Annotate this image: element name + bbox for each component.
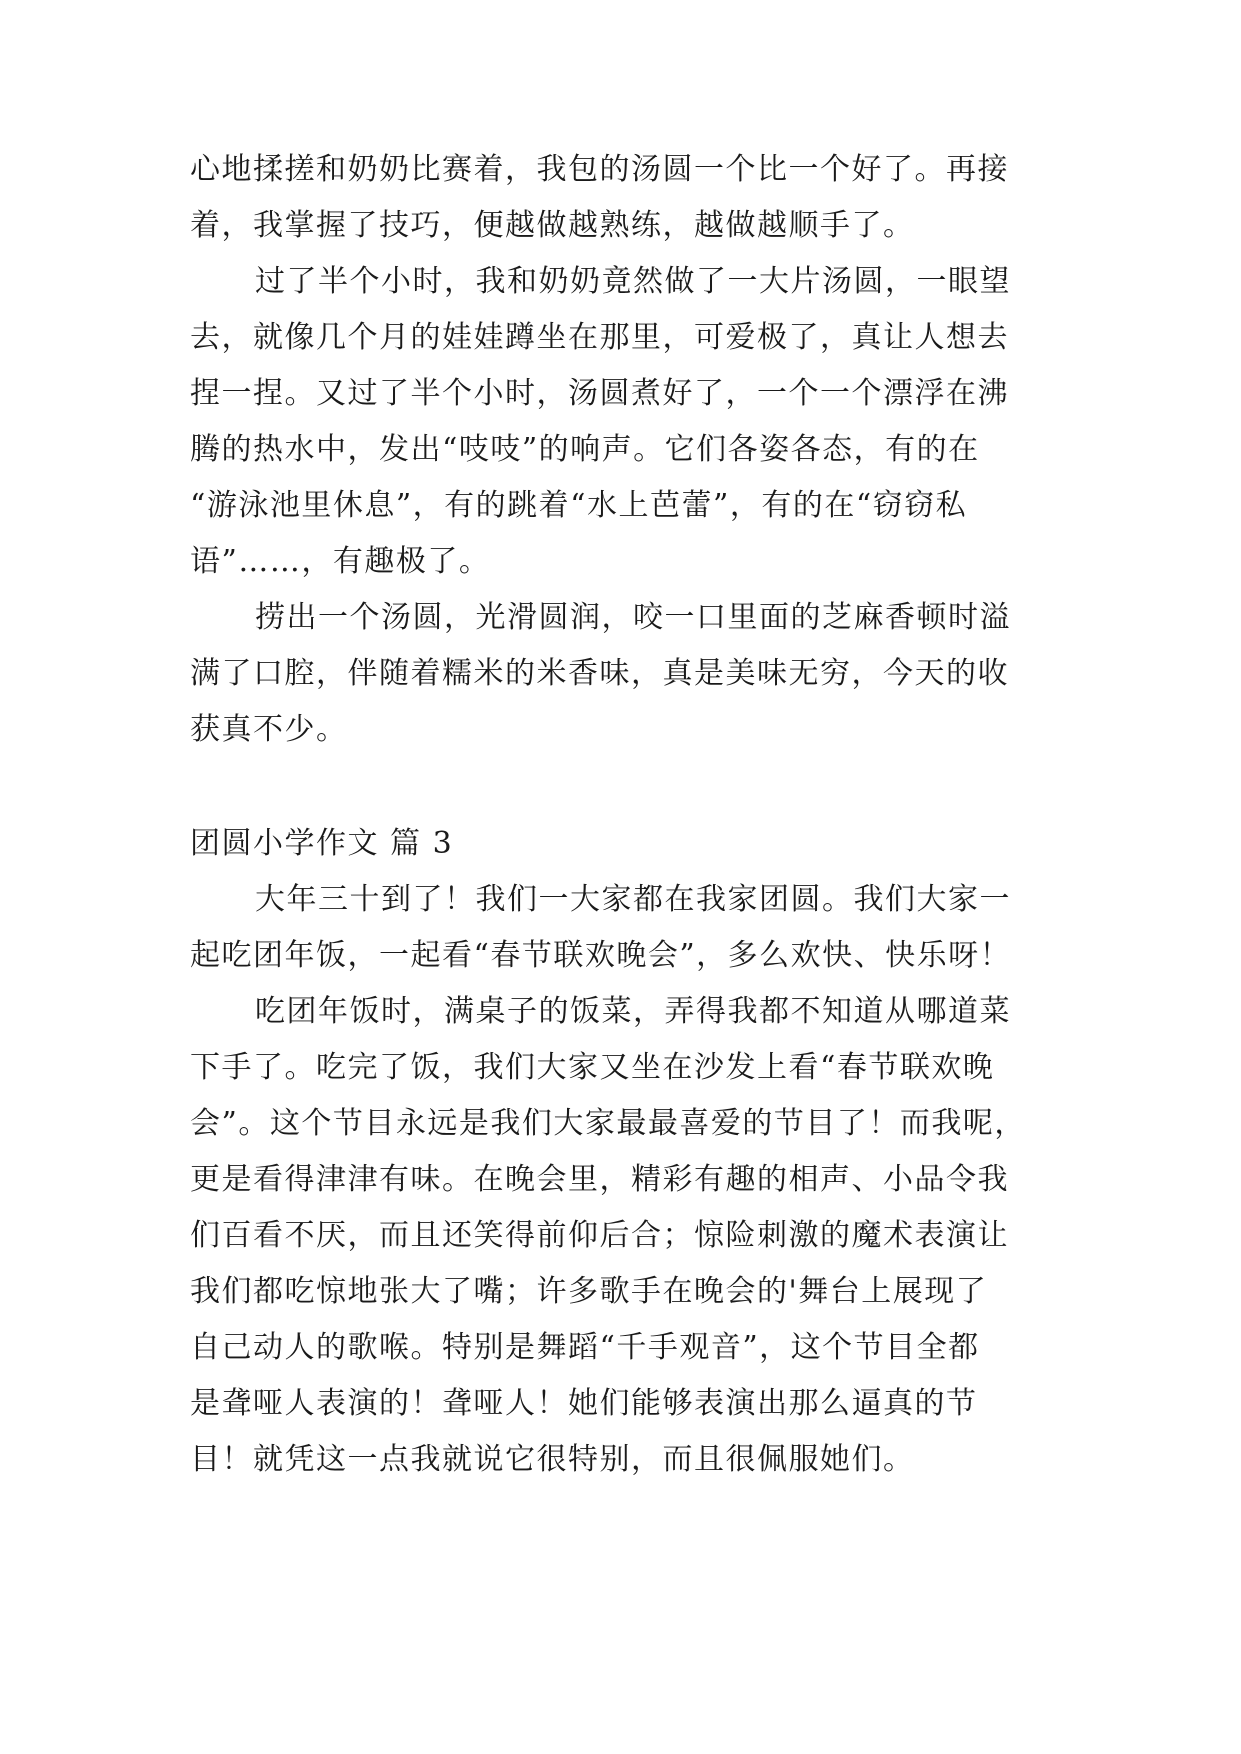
text-line: 获真不少。	[190, 712, 348, 747]
text-line: 是聋哑人表演的！聋哑人！她们能够表演出那么逼真的节	[190, 1386, 978, 1421]
text-line: 腾的热水中，发出“吱吱”的响声。它们各姿各态，有的在	[190, 432, 980, 467]
text-line: 更是看得津津有味。在晚会里，精彩有趣的相声、小品令我	[190, 1162, 1009, 1197]
text-line: “游泳池里休息”，有的跳着“水上芭蕾”，有的在“窃窃私	[190, 488, 968, 523]
text-line: 起吃团年饭，一起看“春节联欢晚会”，多么欢快、快乐呀！	[190, 938, 1012, 973]
text-line: 满了口腔，伴随着糯米的米香味，真是美味无穷，今天的收	[190, 656, 1009, 691]
text-line: 捏一捏。又过了半个小时，汤圆煮好了，一个一个漂浮在沸	[190, 376, 1009, 411]
text-line: 下手了。吃完了饭，我们大家又坐在沙发上看“春节联欢晚	[190, 1050, 995, 1085]
paragraph-start-line: 捞出一个汤圆，光滑圆润，咬一口里面的芝麻香顿时溢	[255, 600, 1011, 635]
text-line: 语”……，有趣极了。	[190, 544, 491, 579]
paragraph-start-line: 过了半个小时，我和奶奶竟然做了一大片汤圆，一眼望	[255, 264, 1011, 299]
paragraph-start-line: 吃团年饭时，满桌子的饭菜，弄得我都不知道从哪道菜	[255, 994, 1011, 1029]
paragraph-start-line: 大年三十到了！我们一大家都在我家团圆。我们大家一	[255, 882, 1011, 917]
text-line: 会”。这个节目永远是我们大家最最喜爱的节目了！而我呢，	[190, 1106, 1026, 1141]
text-line: 我们都吃惊地张大了嘴；许多歌手在晚会的'舞台上展现了	[190, 1274, 988, 1309]
text-line: 去，就像几个月的娃娃蹲坐在那里，可爱极了，真让人想去	[190, 320, 1009, 355]
text-line: 心地揉搓和奶奶比赛着，我包的汤圆一个比一个好了。再接	[190, 152, 1009, 187]
text-line: 们百看不厌，而且还笑得前仰后合；惊险刺激的魔术表演让	[190, 1218, 1009, 1253]
section-heading: 团圆小学作文 篇 3	[190, 826, 454, 861]
text-line: 着，我掌握了技巧，便越做越熟练，越做越顺手了。	[190, 208, 915, 243]
text-line: 自己动人的歌喉。特别是舞蹈“千手观音”，这个节目全都	[190, 1330, 980, 1365]
text-line: 目！就凭这一点我就说它很特别，而且很佩服她们。	[190, 1442, 915, 1477]
